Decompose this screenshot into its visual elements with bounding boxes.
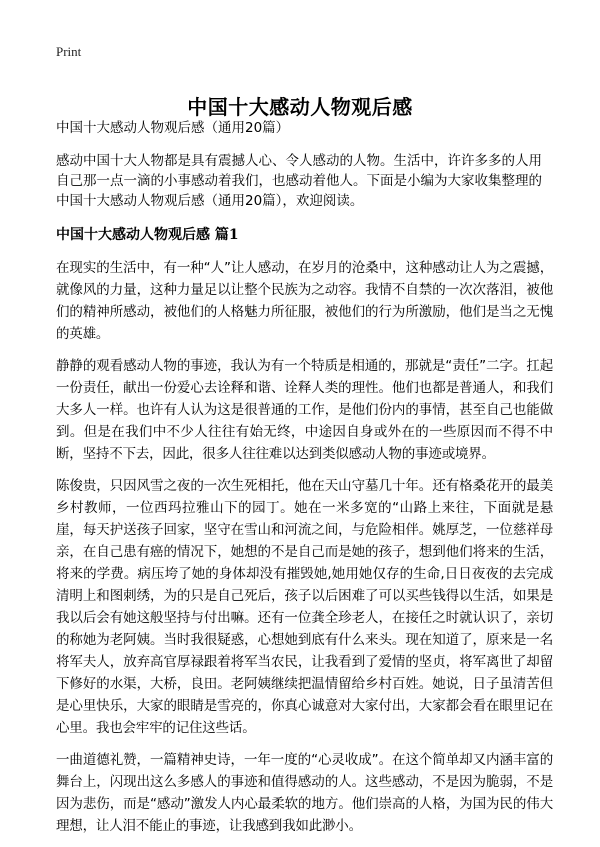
intro-paragraph: 感动中国十大人物都是具有震撼人心、令人感动的人物。生活中，许许多多的人用自己那一点一滴的小事感动着我们，也感动着他人。下面是小编为大家收集整理的中国十大感动人物观后感（通用20篇），欢迎阅读。: [56, 153, 542, 209]
page-title: 中国十大感动人物观后感: [187, 95, 413, 120]
document-subtitle: 中国十大感动人物观后感（通用20篇）: [56, 120, 290, 136]
document-body: [56, 118, 553, 847]
body-paragraph-2: 静静的观看感动人物的事迹，我认为有一个特质是相通的，那就是“责任”二字。扛起一份责任，献出一份爱心去诠释和谐、诠释人类的理性。他们也都是普通人，和我们大多人一样。也许有人认为这是很普通的工作，是他们份内的事情，甚至自己也能做到。但是在我们中不少人往往有始无终，中途因自身或外在的一些原因而不得不中断，坚持不下去，因此，很多人往往难以达到类似感动人物的事迹或境界。: [56, 358, 553, 462]
body-paragraph-1: 在现实的生活中，有一种“人”让人感动，在岁月的沧桑中，这种感动让人为之震撼，就像风的力量，这种力量足以让整个民族为之动容。我情不自禁的一次次落泪，被他们的精神所感动，被他们的人格魅力所征服，被他们的行为所激励，他们是当之无愧的英雄。: [56, 260, 553, 342]
body-paragraph-4: 一曲道德礼赞，一篇精神史诗，一年一度的“心灵收成”。在这个简单却又内涵丰富的舞台上，闪现出这么多感人的事迹和值得感动的人。这些感动，不是因为脆弱，不是因为悲伤，而是“感动”激发人内心最柔软的地方。他们崇高的人格，为国为民的伟大理想，让人泪不能止的事迹，让我感到我如此渺小。: [56, 752, 553, 834]
body-paragraph-3: 陈俊贵，只因风雪之夜的一次生死相托，他在天山守墓几十年。还有格桑花开的最美乡村教师，一位西玛拉雅山下的园丁。她在一米多宽的“山路上来往，下面就是悬崖，每天护送孩子回家，坚守在雪山和河流之间，与危险相伴。姚厚芝，一位慈祥母亲，在自己患有癌的情况下，她想的不是自己而是她的孩子，想到他们将来的生活，将来的学费。病压垮了她的身体却没有摧毁她,她用她仅存的生命,日日夜夜的去完成清明上和图刺绣，为的只是自己死后，孩子以后困难了可以买些钱得以生活，如果是我以后会有她这般坚持与付出嘛。还有一位龚全珍老人，在接任之时就认识了，亲切的称她为老阿姨。当时我很疑惑，心想她到底有什么来头。现在知道了，原来是一名将军夫人，放弃高官厚禄跟着将军当农民，让我看到了爱情的坚贞，将军离世了却留下修好的水渠，大桥，良田。老阿姨继续把温情留给乡村百姓。她说，日子虽清苦但是心里快乐，大家的眼睛是雪亮的，你真心诚意对大家付出，大家都会看在眼里记在心里。我也会牢牢的记住这些话。: [56, 478, 553, 736]
section-heading: 中国十大感动人物观后感 篇1: [56, 227, 239, 243]
print-label: Print: [56, 44, 82, 59]
